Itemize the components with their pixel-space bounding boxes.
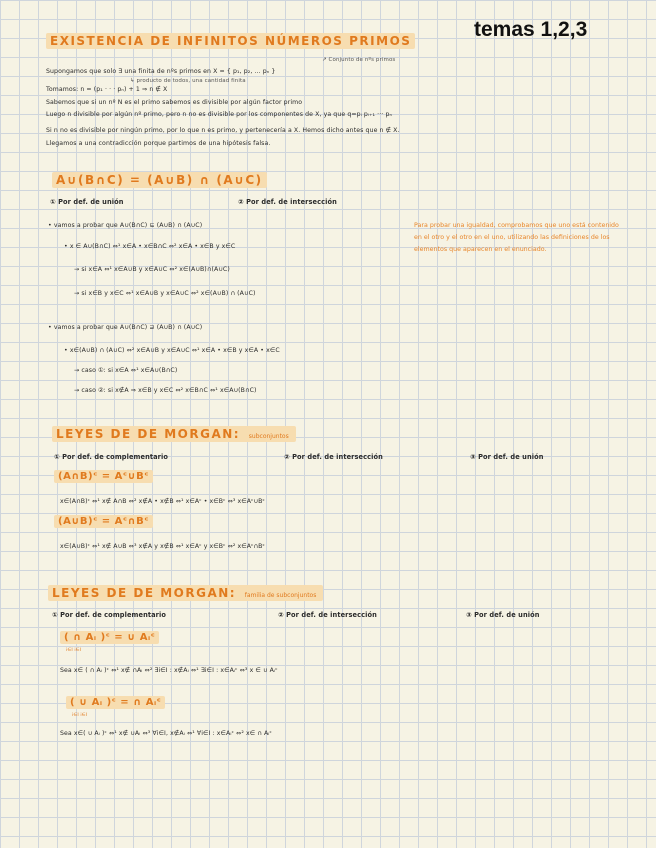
text-line: Si n no es divisible por ningún primo, por lo que n es primo, y pertenecería a X. Hemos dicho antes que n ∉ X.	[46, 127, 400, 134]
proof-line: • vamos a probar que A∪(B∩C) ⊆ (A∪B) ∩ (A∪C)	[48, 222, 203, 229]
section-heading: LEYES DE DE MORGAN: familia de subconjuntos	[48, 586, 323, 600]
proof-line: • vamos a probar que A∪(B∩C) ⊇ (A∪B) ∩ (A∪C)	[48, 324, 203, 331]
proof-line: → si x∈B y x∈C ⇔¹ x∈A∪B y x∈A∪C ⇔² x∈(A∪B) ∩ (A∪C)	[74, 290, 256, 297]
section-heading: A∪(B∩C) = (A∪B) ∩ (A∪C)	[52, 173, 267, 187]
proof-line: x∈(A∩B)ᶜ ⇔¹ x∉ A∩B ⇔² x∉A • x∉B ⇔¹ x∈Aᶜ • x∈Bᶜ ⇔³ x∈Aᶜ∪Bᶜ	[60, 498, 265, 505]
reference-2: ② Por def. de intersección	[278, 611, 377, 619]
proof-line: → si x∈A ⇔¹ x∈A∪B y x∈A∪C ⇔² x∈(A∪B)∩(A∪C)	[74, 266, 230, 273]
proof-line: • x∈(A∪B) ∩ (A∪C) ⇔² x∈A∪B y x∈A∪C ⇔¹ x∈A • x∈B y x∈A • x∈C	[64, 347, 280, 354]
reference-2: ② Por def. de intersección	[238, 198, 337, 206]
page-title: temas 1,2,3	[474, 18, 588, 41]
reference-3: ③ Por def. de unión	[466, 611, 540, 619]
reference-1: ① Por def. de complementario	[54, 453, 169, 461]
formula: (A∪B)ᶜ = Aᶜ∩Bᶜ	[54, 516, 153, 527]
formula-index: i∈I i∈I	[66, 648, 82, 653]
text-line: Supongamos que solo ∃ una finita de nºs primos en X = { p₁, p₂, ... pₙ }	[46, 68, 276, 75]
proof-line: x∈(A∪B)ᶜ ⇔¹ x∉ A∪B ⇔³ x∉A y x∉B ⇔¹ x∈Aᶜ y x∈Bᶜ ⇔² x∈Aᶜ∩Bᶜ	[60, 543, 265, 550]
margin-note: Para probar una igualdad, comprobamos que uno está contenido en el otro y el otro en el uno, utilizando las definiciones de los elementos que aparecen en el enunciado.	[414, 222, 619, 253]
text-line: Llegamos a una contradicción porque partimos de una hipótesis falsa.	[46, 140, 271, 147]
proof-line: Sea x∈ ( ∩ Aᵢ )ᶜ ⇔¹ x∉ ∩Aᵢ ⇔² ∃i∈I : x∉Aᵢ ⇔¹ ∃i∈I : x∈Aᵢᶜ ⇔³ x ∈ ∪ Aᵢᶜ	[60, 667, 278, 674]
reference-2: ② Por def. de intersección	[284, 453, 383, 461]
annotation: ↗ Conjunto de nºs primos	[322, 57, 396, 63]
proof-line: → caso ②: si x∉A ⇒ x∈B y x∈C ⇔² x∈B∩C ⇔¹ x∈A∪(B∩C)	[74, 387, 257, 394]
formula: ( ∩ Aᵢ )ᶜ = ∪ Aᵢᶜ	[60, 632, 159, 643]
annotation: ↳ producto de todos, una cantidad finita	[130, 78, 246, 84]
reference-1: ① Por def. de complementario	[52, 611, 167, 619]
reference-1: ① Por def. de unión	[50, 198, 124, 206]
proof-line: • x ∈ A∪(B∩C) ⇔¹ x∈A • x∈B∩C ⇔² x∈A • x∈B y x∈C	[64, 243, 236, 250]
section-heading: EXISTENCIA DE INFINITOS NÚMEROS PRIMOS	[46, 34, 415, 48]
formula: ( ∪ Aᵢ )ᶜ = ∩ Aᵢᶜ	[66, 697, 165, 708]
proof-line: → caso ①: si x∈A ⇔¹ x∈A∪(B∩C)	[74, 367, 178, 374]
formula: (A∩B)ᶜ = Aᶜ∪Bᶜ	[54, 471, 153, 482]
section-heading: LEYES DE DE MORGAN: subconjuntos	[52, 427, 296, 441]
text-line: Sabemos que si un nº N es el primo sabemos es divisible por algún factor primo	[46, 99, 303, 106]
proof-line: Sea x∈( ∪ Aᵢ )ᶜ ⇔¹ x∉ ∪Aᵢ ⇔³ ∀i∈I, x∉Aᵢ ⇔¹ ∀i∈I : x∈Aᵢᶜ ⇔² x∈ ∩ Aᵢᶜ	[60, 730, 272, 737]
text-line: Luego n divisible por algún nº primo, pero n no es divisible por los componentes de X, ya que q=pᵢ pᵢ₊₁ ··· pₙ	[46, 111, 393, 118]
formula-index: i∈I i∈I	[72, 713, 88, 718]
reference-3: ③ Por def. de unión	[470, 453, 544, 461]
text-line: Tomamos: n = (p₁ · · · pₙ) + 1 ⇒ n ∉ X	[46, 86, 168, 93]
